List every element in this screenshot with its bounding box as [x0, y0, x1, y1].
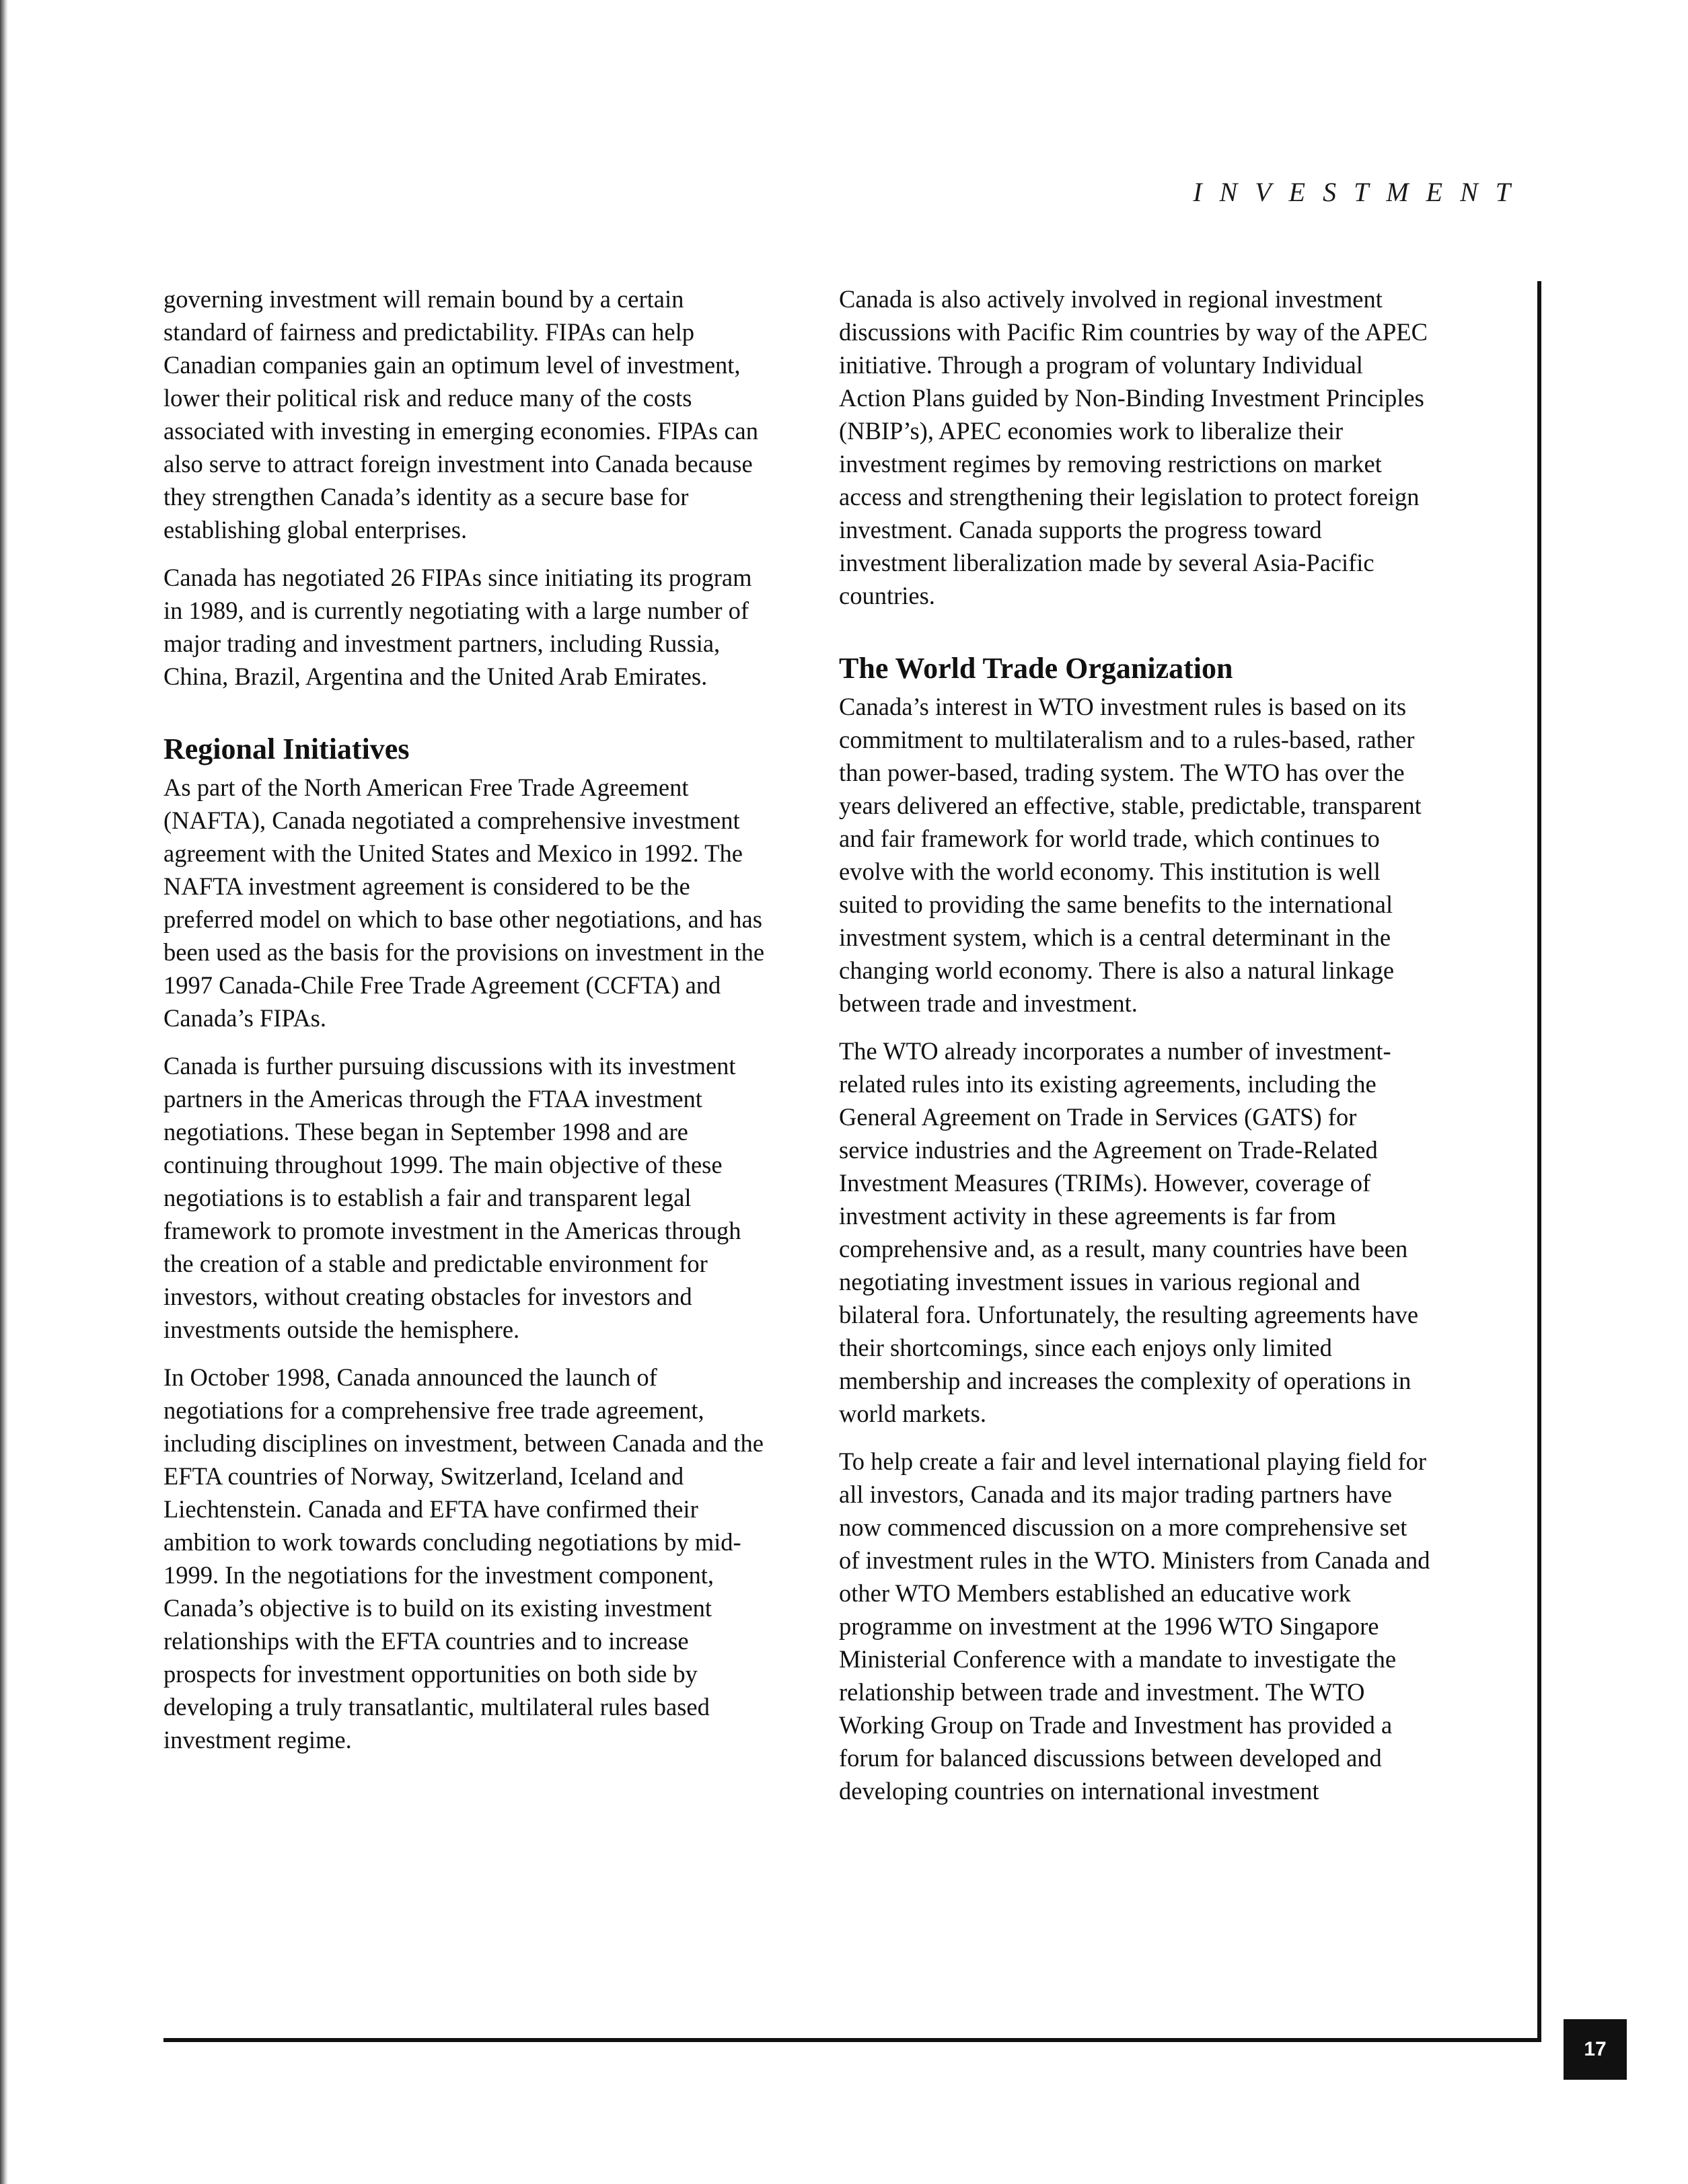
paragraph: In October 1998, Canada announced the launch of negotiations for a comprehensive free trade agreement, including disciplines on investment, between Canada and the EFTA countries of Norway, Switzerland, Iceland and Liechtenstein. Canada and EFTA have confirmed their ambition to work towards concluding negotiations by mid-1999. In the negotiations for the investment component, Canada’s objective is to build on its existing investment relationships with the EFTA countries and to increase prospects for investment opportunities on both side by developing a truly transatlantic, multilateral rules based investment regime. [163, 1363, 764, 1754]
section-heading-regional-initiatives: Regional Initiatives [163, 732, 410, 765]
running-head: INVESTMENT [1193, 177, 1528, 207]
scan-edge [0, 0, 8, 2184]
vertical-rule [1537, 281, 1541, 2042]
right-column [839, 283, 1431, 1822]
paragraph: Canada is also actively involved in regional investment discussions with Pacific Rim countries by way of the APEC initiative. Through a program of voluntary Individual Action Plans guided by Non-Binding Investment Principles (NBIP’s), APEC economies work to liberalize their investment regimes by removing restrictions on market access and strengthening their legislation to protect foreign investment. Canada supports the progress toward investment liberalization made by several Asia-Pacific countries. [839, 285, 1428, 609]
paragraph: To help create a fair and level international playing field for all investors, Canada and its major trading partners have now commenced discussion on a more comprehensive set of investment rules in the WTO. Ministers from Canada and other WTO Members established an educative work programme on investment at the 1996 WTO Singapore Ministerial Conference with a mandate to investigate the relationship between trade and investment. The WTO Working Group on Trade and Investment has provided a forum for balanced discussions between developed and developing countries on international investment [839, 1447, 1430, 1805]
horizontal-rule [163, 2038, 1541, 2042]
paragraph: Canada has negotiated 26 FIPAs since initiating its program in 1989, and is currently negotiating with a large number of major trading and investment partners, including Russia, China, Brazil, Argentina and the United Arab Emirates. [163, 564, 752, 690]
paragraph: As part of the North American Free Trade Agreement (NAFTA), Canada negotiated a comprehensive investment agreement with the United States and Mexico in 1992. The NAFTA investment agreement is considered to be the preferred model on which to base other negotiations, and has been used as the basis for the provisions on investment in the 1997 Canada-Chile Free Trade Agreement (CCFTA) and Canada’s FIPAs. [163, 774, 765, 1032]
paragraph: Canada’s interest in WTO investment rules is based on its commitment to multilateralism and to a rules-based, rather than power-based, trading system. The WTO has over the years delivered an effective, stable, predictable, transparent and fair framework for world trade, which continues to evolve with the world economy. This institution is well suited to providing the same benefits to the international investment system, which is a central determinant in the changing world economy. There is also a natural linkage between trade and investment. [839, 693, 1422, 1017]
left-column [163, 283, 769, 1771]
paragraph: governing investment will remain bound by a certain standard of fairness and predictability. FIPAs can help Canadian companies gain an optimum level of investment, lower their political risk and reduce many of the costs associated with investing in emerging economies. FIPAs can also serve to attract foreign investment into Canada because they strengthen Canada’s identity as a secure base for establishing global enterprises. [163, 285, 758, 543]
paragraph: The WTO already incorporates a number of investment-related rules into its existing agreements, including the General Agreement on Trade in Services (GATS) for service industries and the Agreement on Trade-Related Investment Measures (TRIMs). However, coverage of investment activity in these agreements is far from comprehensive and, as a result, many countries have been negotiating investment issues in various regional and bilateral fora. Unfortunately, the resulting agreements have their shortcomings, since each enjoys only limited membership and increases the complexity of operations in world markets. [839, 1037, 1419, 1427]
paragraph: Canada is further pursuing discussions with its investment partners in the Americas through the FTAA investment negotiations. These began in September 1998 and are continuing throughout 1999. The main objective of these negotiations is to establish a fair and transparent legal framework to promote investment in the Americas through the creation of a stable and predictable environment for investors, without creating obstacles for investors and investments outside the hemisphere. [163, 1052, 741, 1343]
page-number: 17 [1564, 2019, 1627, 2080]
section-heading-wto: The World Trade Organization [839, 652, 1233, 685]
